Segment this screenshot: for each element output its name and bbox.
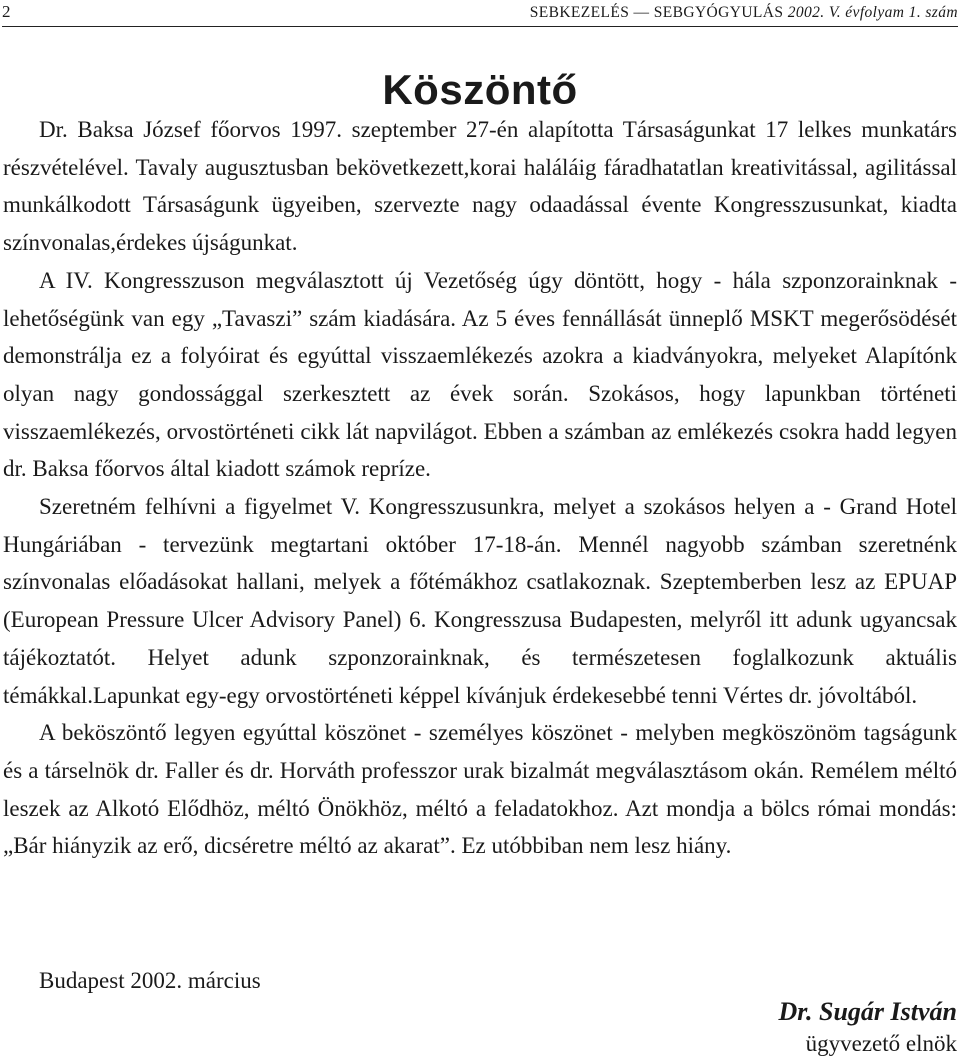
place-date: Budapest 2002. március (39, 968, 261, 993)
running-header (2, 0, 958, 27)
issue-info: 2002. V. évfolyam 1. szám (787, 4, 958, 21)
article-body (3, 111, 957, 865)
paragraph-thanks: A beköszöntő legyen egyúttal köszönet - személyes köszönet - melyben megköszönöm tagságunk és a társelnök dr. Faller és dr. Horváth professzor urak bizalmát megválasztásom okán. Remélem méltó leszek az Alkotó Elődhöz, méltó Önökhöz, méltó a feladatokhoz. Azt mondja a bölcs római mondás: „Bár hiányzik az erő, dicséretre méltó az akarat”. Ez utóbbiban nem lesz hiány. (3, 720, 957, 859)
paragraph-spring-issue: A IV. Kongresszuson megválasztott új Vezetőség úgy döntött, hogy - hála szponzorainknak - lehetőségünk van egy „Tavaszi” szám kiadására. Az 5 éves fennállását ünneplő MSKT megerősödését demonstrálja ez a folyóirat és egyúttal visszaemlékezés azokra a kiadványokra, melyeket Alapítónk olyan nagy gondossággal szerkesztett az évek során. Szokásos, hogy lapunkban történeti visszaemlékezés, orvostörténeti cikk lát napvilágot. Ebben a számban az emlékezés csokra hadd legyen dr. Baksa főorvos által kiadott számok repríze. (3, 267, 957, 482)
journal-name: SEBKEZELÉS — SEBGYÓGYULÁS (529, 4, 784, 21)
signer-role: ügyvezető elnök (805, 1031, 957, 1056)
page-number: 2 (2, 2, 11, 21)
journal-line (530, 4, 958, 22)
article-title: Köszöntő (382, 66, 578, 114)
signature-block (779, 996, 957, 1060)
signer-name: Dr. Sugár István (778, 997, 957, 1026)
paragraph-congress: Szeretném felhívni a figyelmet V. Kongresszusunkra, melyet a szokásos helyen a - Grand Hotel Hungáriában - tervezünk megtartani október 17-18-án. Mennél nagyobb számban szeretnénk színvonalas előadásokat hallani, melyek a főtémákhoz csatlakoznak. Szeptemberben lesz az EPUAP (European Pressure Ulcer Advisory Panel) 6. Kongresszusa Budapesten, melyről itt adunk ugyancsak tájékoztatót. Helyet adunk szponzorainknak, és természetesen foglalkozunk aktuális témákkal.Lapunkat egy-egy orvostörténeti képpel kívánjuk érdekesebbé tenni Vértes dr. jóvoltából. (3, 494, 957, 708)
paragraph-founding: Dr. Baksa József főorvos 1997. szeptember 27-én alapította Társaságunkat 17 lelkes munkatárs részvételével. Tavaly augusztusban bekövetkezett,korai haláláig fáradhatatlan kreativitással, agilitással munkálkodott Társaságunk ügyeiben, szervezte nagy odaadással évente Kongresszusunkat, kiadta színvonalas,érdekes újságunkat. (3, 117, 957, 256)
